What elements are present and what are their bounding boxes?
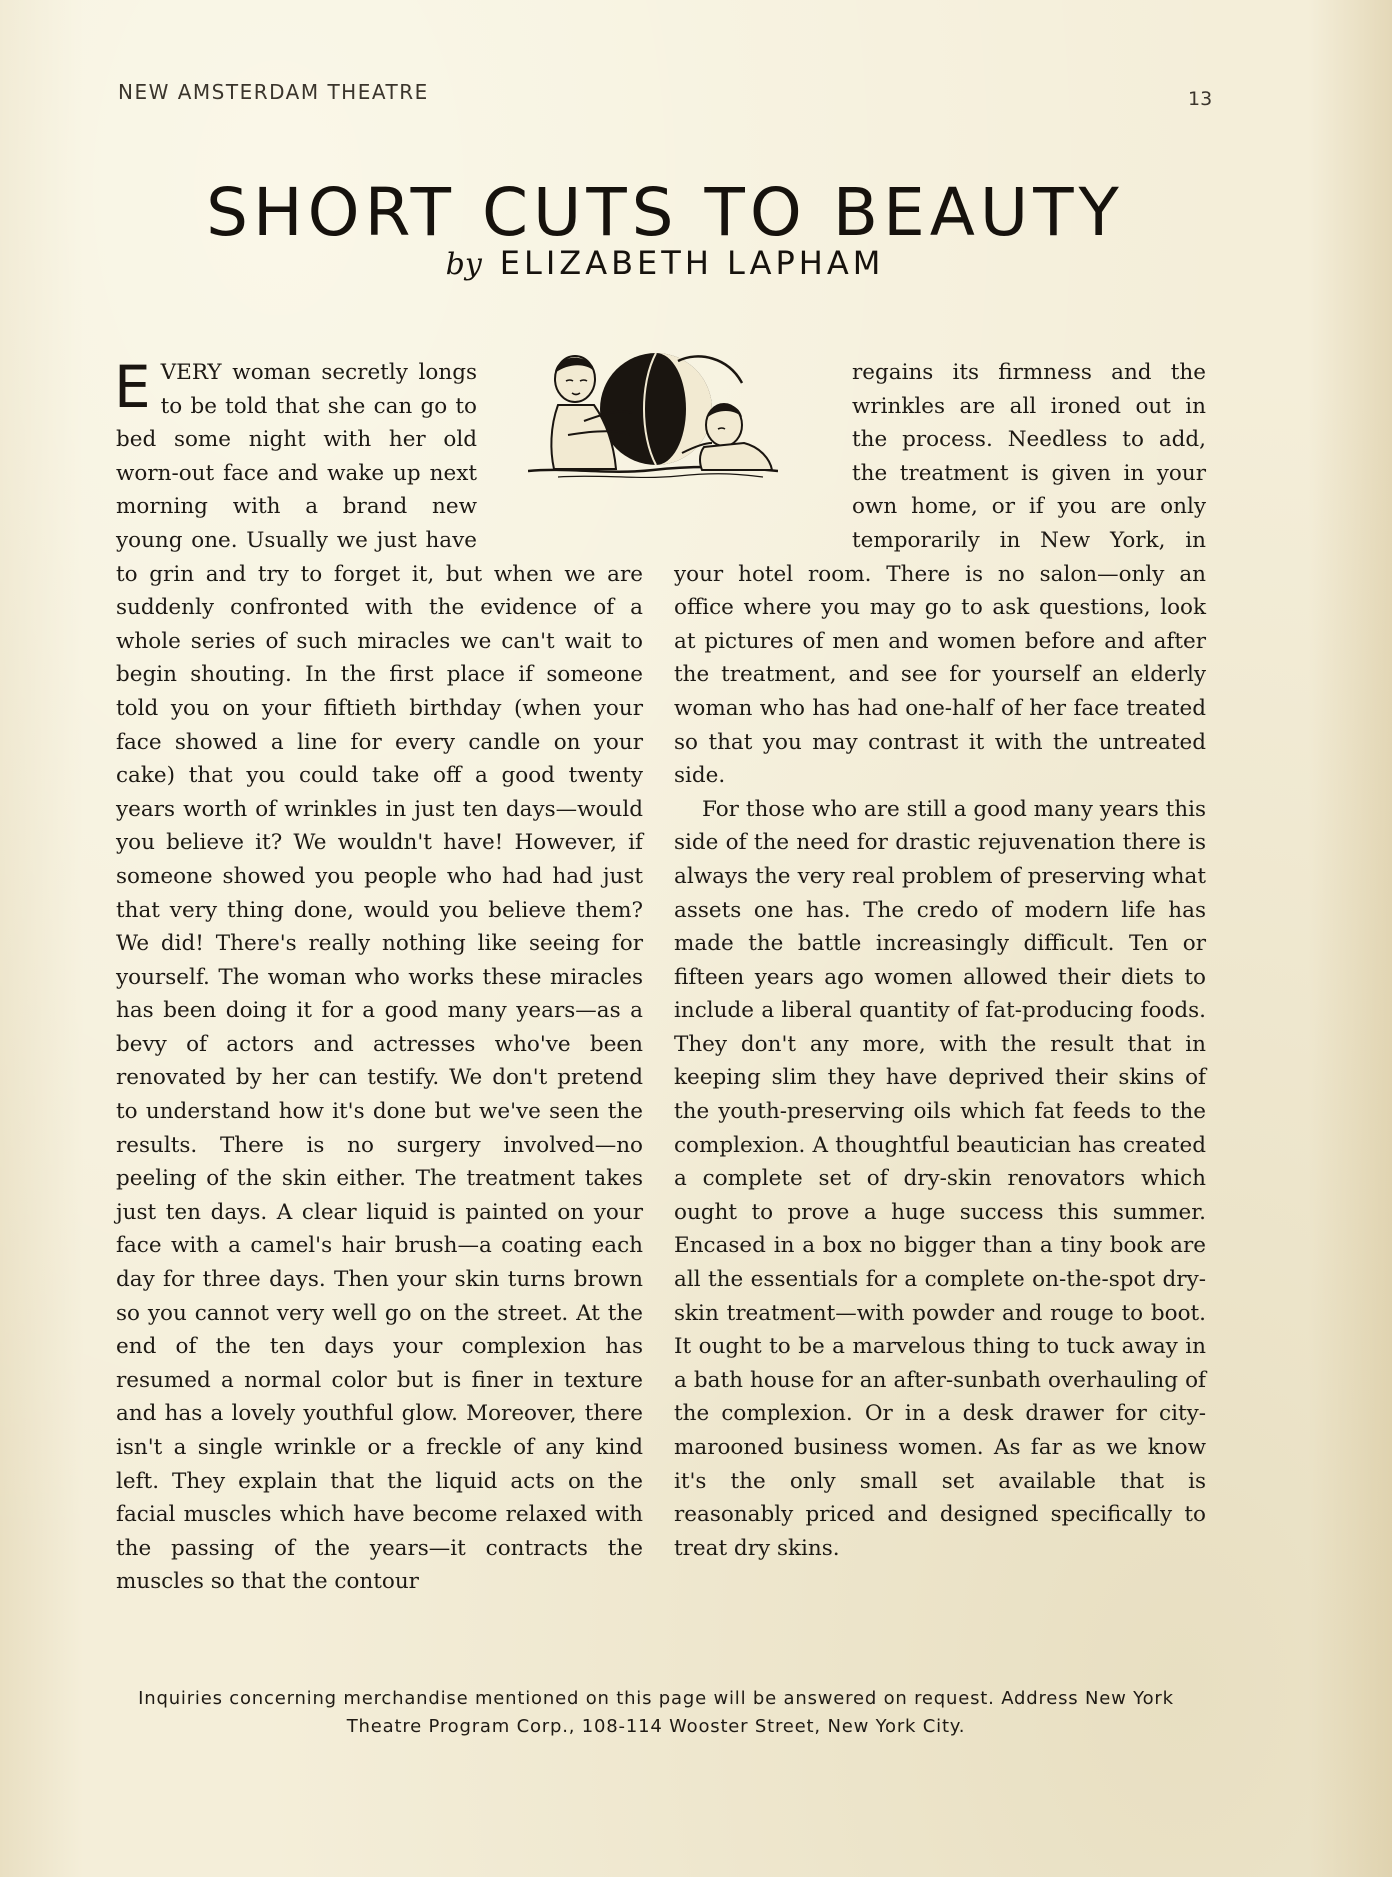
running-head: NEW AMSTERDAM THEATRE [118, 80, 429, 104]
article-title: SHORT CUTS TO BEAUTY [206, 174, 1124, 252]
author-name: ELIZABETH LAPHAM [499, 244, 885, 282]
paragraph: regains its firmness and the wrinkles are all ironed out in the process. Needless to add, the treatment is given in your own home, or if you are only temporarily in New York, in your hotel room. There is no salon—only an office where you may go to ask questions, look at pictures of men and women before and after the treatment, and see for yourself an elderly woman who has had one-half of her face treated so that you may contrast it with the untreated side. [674, 360, 1206, 789]
paragraph: For those who are still a good many years this side of the need for drastic rejuvenation there is always the very real problem of preserving what assets one has. The credo of modern life has made the battle increasingly difficult. Ten or fifteen years ago women allowed their diets to include a liberal quantity of fat-producing foods. They don't any more, with the result that in keeping slim they have deprived their skins of the youth-preserving oils which fat feeds to the complexion. A thoughtful beautician has created a complete set of dry-skin renovators which ought to prove a huge success this summer. Encased in a box no bigger than a tiny book are all the essentials for a complete on-the-spot dry-skin treatment—with powder and rouge to boot. It ought to be a marvelous thing to tuck away in a bath house for an after-sunbath overhauling of the complexion. Or in a desk drawer for city-marooned business women. As far as we know it's the only small set available that is reasonably priced and designed specifically to treat dry skins. [674, 796, 1206, 1561]
footer-line: Inquiries concerning merchandise mentioned on this page will be answered on request. Address New York [138, 1688, 1174, 1709]
footer-line: Theatre Program Corp., 108-114 Wooster Street, New York City. [346, 1716, 966, 1737]
article-column-right [674, 356, 1206, 1666]
paragraph-text: VERY woman secretly longs to be told that she can go to bed some night with her old worn-out face and wake up next morning with a brand new young one. Usually we just have to grin and try to forget it, but when we are suddenly confronted with the evidence of a whole series of such miracles we can't wait to begin shouting. In the first place if someone told you on your fiftieth birthday (when your face showed a line for every candle on your cake) that you could take off a good twenty years worth of wrinkles in just ten days—would you believe it? We wouldn't have! However, if someone showed you people who had had just that very thing done, would you believe them? We did! There's really nothing like seeing for yourself. The woman who works these miracles has been doing it for a good many years—as a bevy of actors and actresses who've been renovated by her can testify. We don't pretend to understand how it's done but we've seen the results. There is no surgery involved—no peeling of the skin either. The treatment takes just ten days. A clear liquid is painted on your face with a camel's hair brush—a coating each day for three days. Then your skin turns brown so you cannot very well go on the street. At the end of the ten days your complexion has resumed a normal color but is finer in texture and has a lovely youthful glow. Moreover, there isn't a single wrinkle or a freckle of any kind left. They explain that the liquid acts on the facial muscles which have become relaxed with the passing of the years—it contracts the muscles so that the contour [116, 360, 643, 1595]
byline [0, 244, 1330, 282]
page-number: 13 [1188, 88, 1213, 110]
paragraph [114, 353, 643, 1599]
woman-and-man-with-beach-ball-icon [528, 343, 778, 483]
byline-prefix: by [445, 247, 482, 282]
footer-notice [96, 1685, 1216, 1741]
article-column-left [114, 353, 643, 1666]
drop-cap: E [114, 353, 151, 421]
